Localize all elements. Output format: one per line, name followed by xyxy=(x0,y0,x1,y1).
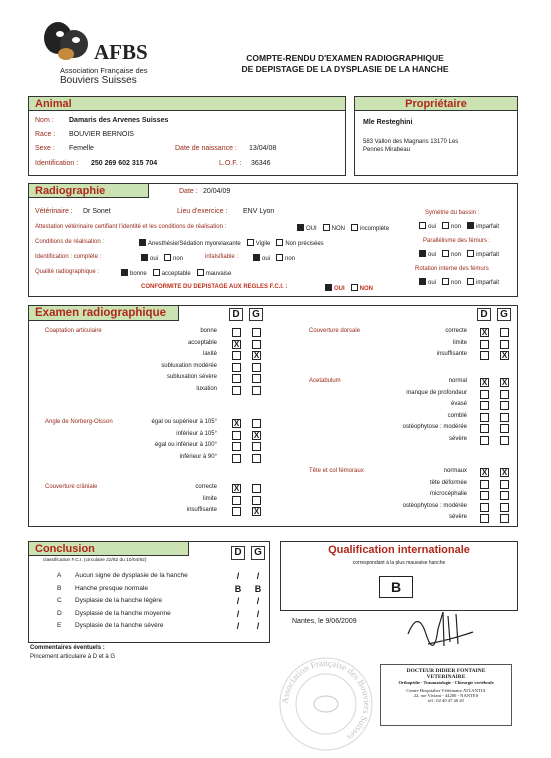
infal-options xyxy=(253,254,301,262)
conclusion-row-letter: D xyxy=(57,609,62,617)
nom-value: Damaris des Arvenes Suisses xyxy=(69,117,169,124)
coaptation-g-checkbox[interactable] xyxy=(252,340,261,349)
acetabulum-g-checkbox[interactable] xyxy=(500,424,509,433)
conclusion-row-g-value: / xyxy=(256,608,260,619)
acetabulum-row-label: sévère xyxy=(448,436,467,442)
angle-g-checkbox[interactable] xyxy=(252,454,261,463)
tete-d-checkbox[interactable] xyxy=(480,514,489,523)
acetabulum-d-checkbox[interactable] xyxy=(480,401,489,410)
cranial-d-checkbox[interactable] xyxy=(232,507,241,516)
qualite-options xyxy=(121,269,237,277)
stamp-line-6: tél : 02 40 47 40 20 xyxy=(428,698,464,703)
tete-g-checkbox[interactable] xyxy=(500,503,509,512)
infal-option xyxy=(276,256,295,262)
sym-label: Symétrie du bassin : xyxy=(425,210,480,216)
acetabulum-row-label: ostéophytose : modérée xyxy=(402,424,467,431)
qualite-checkbox[interactable] xyxy=(121,269,128,276)
conformite-option xyxy=(351,286,373,292)
rot-option xyxy=(419,280,436,286)
para-option-label: oui xyxy=(428,252,437,258)
nom-label: Nom : xyxy=(35,117,54,124)
acetabulum-g-checkbox[interactable] xyxy=(500,436,509,445)
conclusion-row-letter: C xyxy=(57,597,62,604)
conclusion-row-d-value: / xyxy=(236,608,240,619)
conclusion-row-g-value: / xyxy=(256,571,260,581)
dorsale-g-checkbox[interactable] xyxy=(500,340,509,349)
infal-option xyxy=(253,256,270,262)
rot-checkbox[interactable] xyxy=(467,278,474,285)
rot-checkbox[interactable] xyxy=(442,278,449,285)
sym-option xyxy=(419,224,436,230)
rot-option-label: non xyxy=(451,280,462,286)
angle-d-checkbox[interactable]: X xyxy=(233,419,240,428)
acetabulum-g-checkbox[interactable] xyxy=(500,401,509,410)
signature-icon xyxy=(398,604,478,654)
rot-option xyxy=(467,280,499,286)
animal-header: Animal xyxy=(29,97,345,111)
attest-label: Attestation vétérinaire certifiant l'identité et les conditions de réalisation : xyxy=(35,224,227,230)
conclusion-row-d-value: / xyxy=(236,621,240,631)
qualite-checkbox[interactable] xyxy=(197,269,204,276)
document-title xyxy=(200,53,490,75)
conformite-option-label: NON xyxy=(359,286,374,292)
conclusion-row-d-value: / xyxy=(236,571,240,581)
acetabulum-row-label: normal xyxy=(448,378,467,384)
coaptation-d-checkbox[interactable] xyxy=(232,363,241,372)
coaptation-g-checkbox[interactable] xyxy=(252,374,261,383)
rot-option xyxy=(442,280,461,286)
coaptation-row-label: acceptable xyxy=(187,339,217,346)
comments-value: Pincement articulaire à D et à G xyxy=(30,654,116,660)
stamp-line-4: Centre Hospitalier Vétérinaire ATLANTIA xyxy=(406,688,486,693)
attest-checkbox[interactable] xyxy=(351,224,358,231)
cond-checkbox[interactable] xyxy=(139,239,146,246)
coaptation-row-label: laxité xyxy=(202,351,217,358)
para-option xyxy=(467,252,499,258)
infal-label: infalsifiable : xyxy=(205,254,239,260)
naissance-value: 13/04/08 xyxy=(249,145,277,152)
dorsale-label: Couverture dorsale xyxy=(309,328,361,334)
conformite-label: CONFORMITE DU DEPISTAGE AUX REGLES F.C.I. : xyxy=(141,284,288,290)
ident-option xyxy=(141,256,158,262)
angle-g-checkbox[interactable] xyxy=(252,442,261,451)
para-checkbox[interactable] xyxy=(467,250,474,257)
cond-options xyxy=(139,239,330,247)
radiographie-section xyxy=(28,183,518,297)
qualification-section xyxy=(280,541,518,611)
examen-header: Examen radiographique xyxy=(29,306,179,321)
examen-section xyxy=(28,305,518,527)
tete-row-label: sévère xyxy=(448,514,467,521)
rx-date-value: 20/04/09 xyxy=(203,188,231,195)
exam-col-g-right: G xyxy=(497,308,511,321)
ident-checkbox[interactable] xyxy=(164,254,171,261)
dorsale-d-checkbox[interactable] xyxy=(480,351,489,360)
logo-subtitle-2: Bouviers Suisses xyxy=(60,75,137,86)
acetabulum-g-checkbox[interactable] xyxy=(500,390,509,399)
acetabulum-label: Acetabulum xyxy=(309,378,341,384)
conclusion-row-letter: A xyxy=(57,572,62,579)
conclusion-col-g: G xyxy=(251,546,265,560)
cranial-row-label: limite xyxy=(202,495,217,502)
acetabulum-d-checkbox[interactable] xyxy=(480,390,489,399)
conclusion-row-text: Hanche presque normale xyxy=(75,584,148,592)
coaptation-g-checkbox[interactable] xyxy=(252,386,261,395)
veterinary-stamp xyxy=(380,664,512,726)
acetabulum-g-checkbox[interactable]: X xyxy=(501,378,508,387)
sym-checkbox[interactable] xyxy=(467,222,474,229)
angle-row-label: inférieur à 90° xyxy=(179,453,217,460)
conclusion-row-d-value: B xyxy=(234,583,242,594)
sym-option xyxy=(442,224,461,230)
sym-option-label: non xyxy=(451,224,462,230)
angle-label: Angle de Norberg-Olsson xyxy=(45,419,113,425)
conformite-checkbox[interactable] xyxy=(325,284,332,291)
cranial-d-checkbox[interactable] xyxy=(232,496,241,505)
lof-value: 36346 xyxy=(251,160,271,167)
attest-option xyxy=(351,226,389,232)
comments-label: Commentaires éventuels : xyxy=(30,645,105,651)
ident-checkbox[interactable] xyxy=(141,254,148,261)
conformite-option-label: OUI xyxy=(334,286,345,292)
proprietaire-address-1: 583 Vallon des Magnans 13170 Les xyxy=(363,139,459,145)
ident-check-label: Identification : complète : xyxy=(35,254,102,260)
ident-option xyxy=(164,256,183,262)
attest-option-label: NON xyxy=(331,226,346,232)
qualite-option-label: acceptable xyxy=(161,271,191,277)
acetabulum-d-checkbox[interactable] xyxy=(480,413,489,422)
conclusion-row-text: Aucun signe de dysplasie de la hanche xyxy=(75,572,188,579)
svg-text:Association Française des Bouv: Association Française des Bouviers Suisses xyxy=(279,657,373,743)
qualite-option xyxy=(197,271,232,277)
lieu-label: Lieu d'exercice : xyxy=(177,208,228,215)
tete-row-label: normaux xyxy=(443,468,467,474)
para-options xyxy=(419,250,505,258)
qualification-subtitle: correspondant à la plus mauvaise hanche xyxy=(352,560,446,566)
stamp-line-1: DOCTEUR DIDIER FONTAINE xyxy=(406,668,486,674)
rot-options xyxy=(419,278,505,286)
sym-option-label: imparfait xyxy=(476,224,500,230)
proprietaire-address-2: Pennes Mirabeau xyxy=(363,147,411,153)
coaptation-row-label: subluxation modérée xyxy=(161,362,217,369)
conclusion-row-letter: E xyxy=(57,622,62,629)
acetabulum-d-checkbox[interactable] xyxy=(480,424,489,433)
naissance-label: Date de naissance : xyxy=(175,145,237,152)
cond-option-label: Vigile xyxy=(255,241,271,247)
title-line-2: DE DEPISTAGE DE LA DYSPLASIE DE LA HANCHE xyxy=(241,64,449,74)
conclusion-row-text: Dysplasie de la hanche moyenne xyxy=(75,609,171,617)
cond-option-label: Non précisées xyxy=(285,241,324,247)
sym-checkbox[interactable] xyxy=(419,222,426,229)
attest-option-label: incomplète xyxy=(360,226,390,232)
coaptation-d-checkbox[interactable] xyxy=(232,351,241,360)
para-option-label: imparfait xyxy=(476,252,500,258)
qualification-grade: B xyxy=(379,576,413,598)
infal-option-label: oui xyxy=(262,256,271,262)
qualite-checkbox[interactable] xyxy=(153,269,160,276)
tete-d-checkbox[interactable] xyxy=(480,491,489,500)
dorsale-g-checkbox[interactable] xyxy=(500,328,509,337)
stamp-line-3: Orthopédie - Traumatologie - Chirurgie vertébrale xyxy=(398,680,494,685)
conclusion-row-letter: B xyxy=(57,584,62,592)
attest-option-label: OUI xyxy=(306,226,317,232)
race-value: BOUVIER BERNOIS xyxy=(69,131,134,138)
veto-value: Dr Sonet xyxy=(83,208,111,215)
radiographie-header: Radiographie xyxy=(29,184,149,198)
sym-option xyxy=(467,224,499,230)
exam-col-d-left: D xyxy=(229,308,243,321)
logo-text: AFBS xyxy=(94,40,148,64)
para-label: Parallélisme des fémurs : xyxy=(423,238,491,244)
conclusion-row-g-value: / xyxy=(256,621,260,631)
rot-option-label: oui xyxy=(428,280,437,286)
tete-g-checkbox[interactable]: X xyxy=(501,468,508,477)
dorsale-row-label: correcte xyxy=(445,328,467,334)
angle-row-label: égal ou supérieur à 105° xyxy=(151,419,217,425)
cranial-label: Couverture crâniale xyxy=(45,484,98,490)
dorsale-d-checkbox[interactable] xyxy=(480,340,489,349)
conclusion-section xyxy=(28,541,270,643)
infal-option-label: non xyxy=(285,256,296,262)
infal-checkbox[interactable] xyxy=(253,254,260,261)
coaptation-label: Coaptation articulaire xyxy=(45,328,102,334)
association-seal-icon xyxy=(276,654,376,754)
conclusion-row-d-value: / xyxy=(236,596,240,606)
cond-option xyxy=(139,241,241,247)
ident-options xyxy=(141,254,189,262)
tete-g-checkbox[interactable] xyxy=(500,514,509,523)
proprietaire-section xyxy=(354,96,518,176)
tete-row-label: ostéophytose : modérée xyxy=(402,502,467,509)
coaptation-g-checkbox[interactable] xyxy=(252,328,261,337)
ident-option-label: oui xyxy=(150,256,159,262)
cranial-row-label: insuffisante xyxy=(186,507,217,514)
tete-label: Tête et col fémoraux xyxy=(309,468,364,474)
conclusion-col-d: D xyxy=(231,546,245,560)
cond-option-label: Anesthésie/Sédation myorelaxante xyxy=(148,241,241,247)
cond-checkbox[interactable] xyxy=(276,239,283,246)
cond-option xyxy=(247,241,271,247)
attest-option xyxy=(297,226,317,232)
conclusion-row-g-value: B xyxy=(254,583,262,594)
conclusion-classification: classification F.C.I. (circulaire 22/82 du 10/04/92) xyxy=(43,558,147,563)
para-option xyxy=(442,252,461,258)
qualite-option xyxy=(121,271,147,277)
proprietaire-name: Mle Resteghini xyxy=(363,119,413,126)
dog-logo-icon xyxy=(38,18,94,70)
acetabulum-row-label: évasé xyxy=(450,401,467,408)
sexe-label: Sexe : xyxy=(35,145,55,152)
angle-d-checkbox[interactable] xyxy=(232,454,241,463)
acetabulum-g-checkbox[interactable] xyxy=(500,413,509,422)
angle-g-checkbox[interactable] xyxy=(252,419,261,428)
para-option-label: non xyxy=(451,252,462,258)
tete-d-checkbox[interactable] xyxy=(480,503,489,512)
logo xyxy=(38,18,158,88)
cranial-g-checkbox[interactable]: X xyxy=(253,507,260,517)
angle-g-checkbox[interactable]: X xyxy=(253,430,260,440)
tete-g-checkbox[interactable] xyxy=(500,491,509,500)
coaptation-row-label: luxation xyxy=(196,386,217,392)
qualification-title: Qualification internationale xyxy=(328,544,470,556)
cranial-d-checkbox[interactable]: X xyxy=(233,484,240,493)
angle-d-checkbox[interactable] xyxy=(232,431,241,440)
dorsale-row-label: insuffisante xyxy=(436,351,467,358)
tete-d-checkbox[interactable]: X xyxy=(481,468,488,477)
conclusion-row-g-value: / xyxy=(256,596,260,606)
qualite-option xyxy=(153,271,191,277)
exam-col-g-left: G xyxy=(249,308,263,321)
tete-d-checkbox[interactable] xyxy=(480,480,489,489)
sexe-value: Femelle xyxy=(69,145,94,152)
attest-option xyxy=(323,226,345,232)
qualite-option-label: mauvaise xyxy=(205,271,232,277)
cranial-g-checkbox[interactable] xyxy=(252,484,261,493)
logo-subtitle-1: Association Française des xyxy=(60,66,148,75)
coaptation-g-checkbox[interactable] xyxy=(252,363,261,372)
veto-label: Vétérinaire : xyxy=(35,208,73,215)
proprietaire-header: Propriétaire xyxy=(355,97,517,111)
coaptation-g-checkbox[interactable]: X xyxy=(253,351,260,361)
rot-label: Rotation interne des fémurs xyxy=(415,266,489,272)
lof-label: L.O.F. : xyxy=(219,160,242,167)
attest-options xyxy=(297,224,395,232)
para-checkbox[interactable] xyxy=(442,250,449,257)
lieu-value: ENV Lyon xyxy=(243,208,275,215)
rx-date-label: Date : xyxy=(179,188,198,195)
dorsale-d-checkbox[interactable]: X xyxy=(481,328,488,337)
acetabulum-d-checkbox[interactable]: X xyxy=(481,378,488,387)
race-label: Race : xyxy=(35,131,56,138)
cranial-g-checkbox[interactable] xyxy=(252,496,261,505)
coaptation-d-checkbox[interactable] xyxy=(232,374,241,383)
coaptation-d-checkbox[interactable] xyxy=(232,386,241,395)
conclusion-header: Conclusion xyxy=(29,542,189,556)
coaptation-d-checkbox[interactable]: X xyxy=(233,339,240,349)
conclusion-row-text: Dysplasie de la hanche sévère xyxy=(75,622,164,629)
conformite-checkbox[interactable] xyxy=(351,284,358,291)
coaptation-row-label: bonne xyxy=(200,328,217,334)
infal-checkbox[interactable] xyxy=(276,254,283,261)
cranial-row-label: correcte xyxy=(195,484,217,490)
attest-checkbox[interactable] xyxy=(297,224,304,231)
attest-checkbox[interactable] xyxy=(323,224,330,231)
tete-row-label: microcéphalie xyxy=(429,491,467,498)
acetabulum-d-checkbox[interactable] xyxy=(480,436,489,445)
cond-checkbox[interactable] xyxy=(247,239,254,246)
cond-option xyxy=(276,241,323,247)
qualite-label: Qualité radiographique : xyxy=(35,269,100,275)
angle-row-label: égal ou inférieur à 100° xyxy=(154,442,217,449)
tete-row-label: tête déformée xyxy=(429,479,467,486)
para-checkbox[interactable] xyxy=(419,250,426,257)
coaptation-row-label: subluxation sévère xyxy=(166,374,217,381)
sym-checkbox[interactable] xyxy=(442,222,449,229)
tete-g-checkbox[interactable] xyxy=(500,480,509,489)
sym-option-label: oui xyxy=(428,224,437,230)
coaptation-d-checkbox[interactable] xyxy=(232,328,241,337)
exam-col-d-right: D xyxy=(477,308,491,321)
cond-label: Conditions de réalisation : xyxy=(35,239,105,245)
para-option xyxy=(419,252,436,258)
animal-section xyxy=(28,96,346,176)
stamp-line-5: 22, rue Viviani - 44200 - NANTES xyxy=(413,693,479,698)
ident-option-label: non xyxy=(173,256,184,262)
dorsale-row-label: limite xyxy=(452,339,467,346)
identification-value: 250 269 602 315 704 xyxy=(91,160,158,167)
title-line-1: COMPTE-RENDU D'EXAMEN RADIOGRAPHIQUE xyxy=(246,53,444,63)
conformite-option xyxy=(325,286,345,292)
rot-option-label: imparfait xyxy=(476,280,500,286)
dorsale-g-checkbox[interactable]: X xyxy=(501,351,508,361)
acetabulum-row-label: manque de profondeur xyxy=(406,389,467,396)
stamp-line-2: VETERINAIRE xyxy=(426,674,466,680)
angle-d-checkbox[interactable] xyxy=(232,442,241,451)
acetabulum-row-label: comblé xyxy=(447,412,467,419)
identification-label: Identification : xyxy=(35,160,79,167)
qualite-option-label: bonne xyxy=(130,271,147,277)
sym-options xyxy=(419,222,505,230)
angle-row-label: inférieur à 105° xyxy=(176,430,217,437)
conformite-options xyxy=(325,284,379,292)
rot-checkbox[interactable] xyxy=(419,278,426,285)
place-date: Nantes, le 9/06/2009 xyxy=(292,618,357,625)
conclusion-row-text: Dysplasie de la hanche légère xyxy=(75,597,163,604)
